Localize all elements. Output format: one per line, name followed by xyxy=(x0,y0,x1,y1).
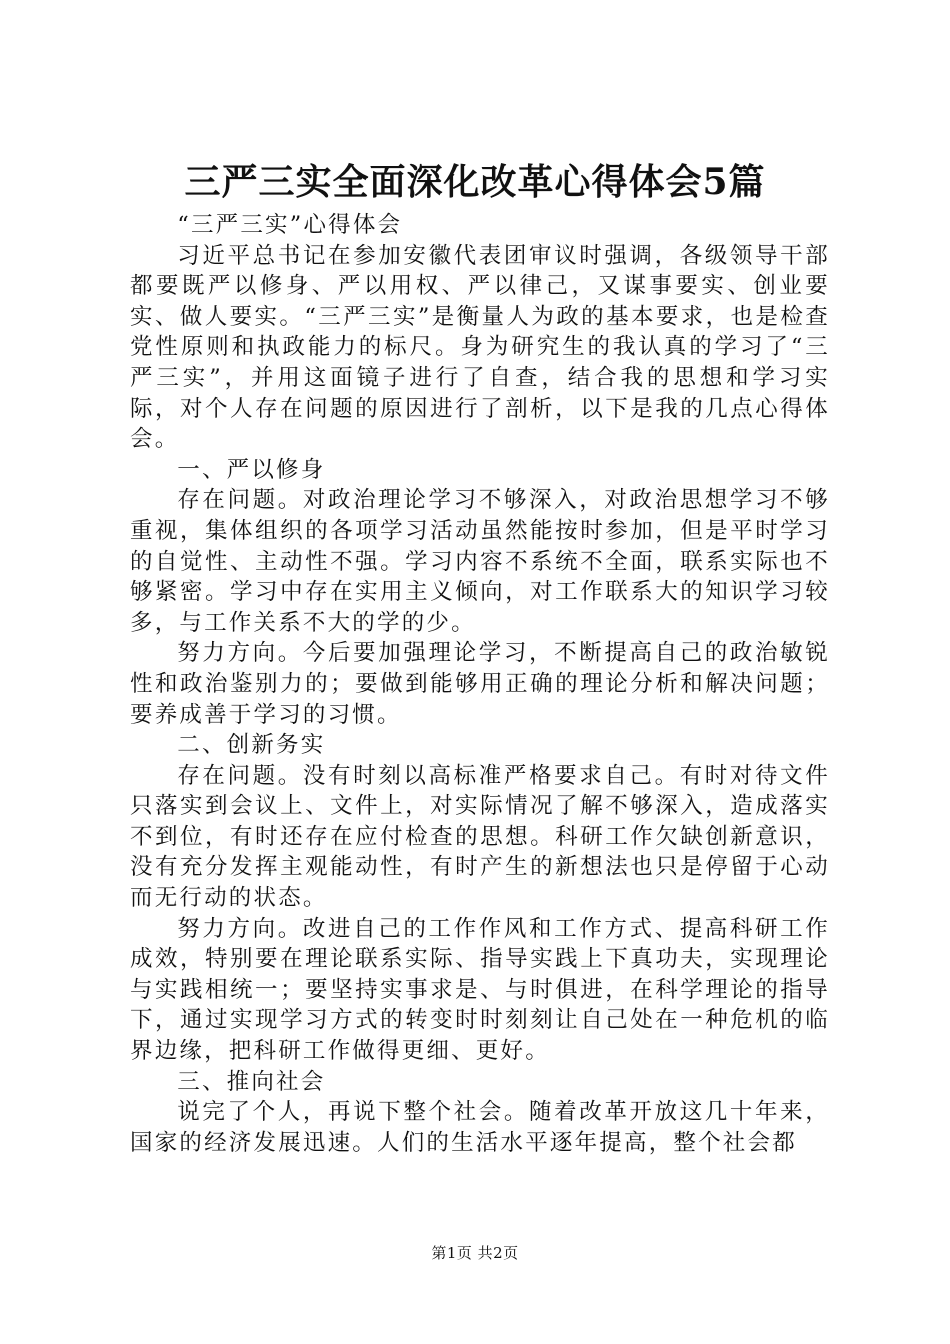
paragraph-society: 说完了个人，再说下整个社会。随着改革开放这几十年来，国家的经济发展迅速。人们的生活水平逐年提高，整个社会都 xyxy=(130,1099,830,1156)
section-heading-1: 一、严以修身 xyxy=(177,456,326,483)
paragraph-direction-1: 努力方向。今后要加强理论学习，不断提高自己的政治敏锐性和政治鉴别力的；要做到能够用正确的理论分析和解决问题；要养成善于学习的习惯。 xyxy=(130,640,830,728)
intro-paragraph: 习近平总书记在参加安徽代表团审议时强调，各级领导干部都要既严以修身、严以用权、严以律己，又谋事要实、创业要实、做人要实。“三严三实”是衡量人为政的基本要求，也是检查党性原则和执政能力的标尺。身为研究生的我认真的学习了“三严三实”，并用这面镜子进行了自查，结合我的思想和学习实际，对个人存在问题的原因进行了剖析，以下是我的几点心得体会。 xyxy=(130,242,830,453)
section-heading-3: 三、推向社会 xyxy=(177,1068,326,1095)
document-body xyxy=(130,210,830,1158)
section-subtitle: “三严三实”心得体会 xyxy=(177,212,403,238)
document-title: 三严三实全面深化改革心得体会5篇 xyxy=(184,161,766,203)
paragraph-direction-2: 努力方向。改进自己的工作作风和工作方式、提高科研工作成效，特别要在理论联系实际、指导实践上下真功夫，实现理论与实践相统一；要坚持实事求是、与时俱进，在科学理论的指导下，通过实现学习方式的转变时时刻刻让自己处在一种危机的临界边缘，把科研工作做得更细、更好。 xyxy=(130,915,830,1065)
page-footer: 第1页 共2页 xyxy=(431,1244,519,1262)
section-heading-2: 二、创新务实 xyxy=(177,732,326,759)
paragraph-problems-2: 存在问题。没有时刻以高标准严格要求自己。有时对待文件只落实到会议上、文件上，对实际情况了解不够深入，造成落实不到位，有时还存在应付检查的思想。科研工作欠缺创新意识，没有充分发挥主观能动性，有时产生的新想法也只是停留于心动而无行动的状态。 xyxy=(130,762,830,912)
paragraph-problems-1: 存在问题。对政治理论学习不够深入，对政治思想学习不够重视，集体组织的各项学习活动虽然能按时参加，但是平时学习的自觉性、主动性不强。学习内容不系统不全面，联系实际也不够紧密。学习中存在实用主义倾向，对工作联系大的知识学习较多，与工作关系不大的学的少。 xyxy=(130,487,830,636)
